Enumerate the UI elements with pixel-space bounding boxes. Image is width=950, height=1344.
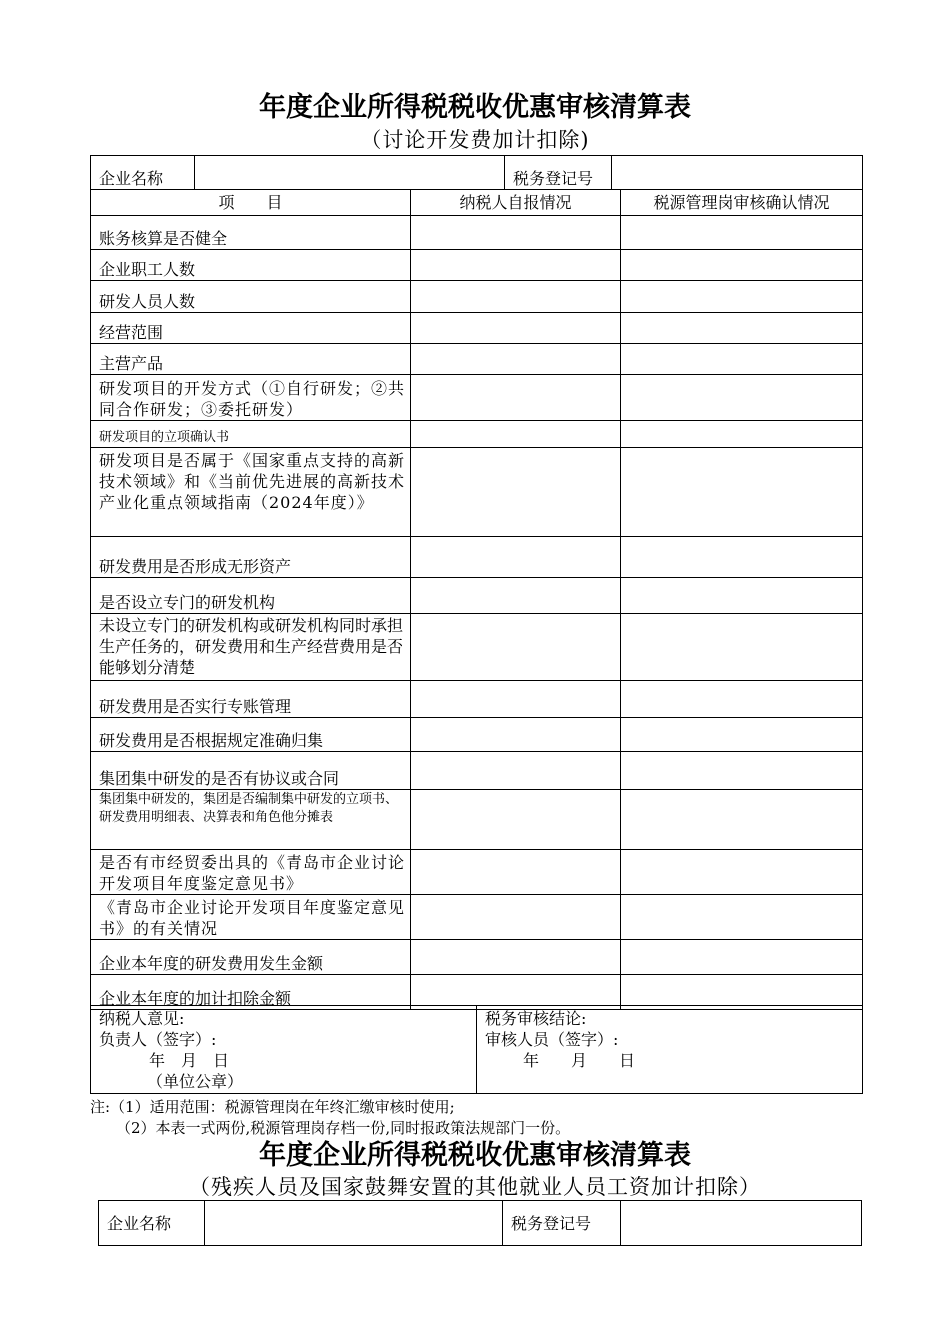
row-label: 研发费用是否根据规定准确归集 [91, 718, 411, 752]
taxpayer-cell[interactable] [411, 578, 621, 614]
form2-company-name-label: 企业名称 [99, 1201, 205, 1246]
review-cell[interactable] [621, 895, 863, 940]
row-label: 主营产品 [91, 344, 411, 375]
table-row [91, 313, 863, 344]
table-row [91, 614, 863, 681]
row-label: 企业本年度的加计扣除金额 [91, 975, 411, 1010]
review-cell[interactable] [621, 313, 863, 344]
review-cell[interactable] [621, 250, 863, 281]
taxpayer-opinion-cell[interactable] [91, 1006, 477, 1094]
form1-main-table [90, 189, 863, 1010]
review-cell[interactable] [621, 216, 863, 250]
row-label: 研发项目是否属于《国家重点支持的高新技术领域》和《当前优先进展的高新技术产业化重点领域指南（2024年度）》 [91, 448, 411, 537]
table-row [91, 537, 863, 578]
taxpayer-cell[interactable] [411, 448, 621, 537]
taxpayer-cell[interactable] [411, 421, 621, 448]
review-cell[interactable] [621, 375, 863, 421]
table-row [91, 344, 863, 375]
header-item: 项 目 [91, 190, 411, 216]
review-cell[interactable] [621, 578, 863, 614]
table-row [91, 281, 863, 313]
taxpayer-cell[interactable] [411, 718, 621, 752]
table-row [91, 375, 863, 421]
tax-reg-label: 税务登记号 [505, 156, 612, 190]
review-cell[interactable] [621, 790, 863, 850]
table-row [91, 718, 863, 752]
form1-note-2: （2）本表一式两份,税源管理岗存档一份,同时报政策法规部门一份。 [116, 1119, 571, 1137]
taxpayer-cell[interactable] [411, 614, 621, 681]
company-seal-label: （单位公章） [147, 1072, 244, 1091]
review-cell[interactable] [621, 421, 863, 448]
taxpayer-cell[interactable] [411, 681, 621, 718]
table-row [91, 448, 863, 537]
form2-title: 年度企业所得税税收优惠审核清算表 [259, 1140, 691, 1171]
review-cell[interactable] [621, 681, 863, 718]
form1-note-1: 注:（1）适用范围：税源管理岗在年终汇缴审核时使用; [90, 1098, 455, 1116]
taxpayer-opinion-label: 纳税人意见: [99, 1009, 185, 1028]
review-cell[interactable] [621, 344, 863, 375]
company-name-label: 企业名称 [91, 156, 195, 190]
form2-company-name-field[interactable] [205, 1201, 503, 1246]
form1-subtitle: （讨论开发费加计扣除) [360, 128, 590, 152]
taxpayer-cell[interactable] [411, 752, 621, 790]
table-row [91, 216, 863, 250]
taxpayer-date-label: 年 月 日 [149, 1051, 230, 1070]
review-cell[interactable] [621, 940, 863, 975]
taxpayer-cell[interactable] [411, 375, 621, 421]
form2-tax-reg-label: 税务登记号 [503, 1201, 621, 1246]
table-row [91, 790, 863, 850]
row-label: 集团集中研发的，集团是否编制集中研发的立项书、研发费用明细表、决算表和角色他分摊表 [91, 790, 411, 850]
review-cell[interactable] [621, 448, 863, 537]
row-label: 研发费用是否实行专账管理 [91, 681, 411, 718]
form2-subtitle: （残疾人员及国家鼓舞安置的其他就业人员工资加计扣除） [189, 1175, 761, 1199]
auditor-signature-label: 审核人员（签字）: [485, 1030, 619, 1049]
table-row [91, 895, 863, 940]
row-label: 未设立专门的研发机构或研发机构同时承担生产任务的，研发费用和生产经营费用是否能够划分清楚 [91, 614, 411, 681]
taxpayer-cell[interactable] [411, 537, 621, 578]
taxpayer-cell[interactable] [411, 281, 621, 313]
taxpayer-cell[interactable] [411, 940, 621, 975]
row-label: 是否有市经贸委出具的《青岛市企业讨论开发项目年度鉴定意见书》 [91, 850, 411, 895]
form2-tax-reg-field[interactable] [621, 1201, 862, 1246]
review-cell[interactable] [621, 752, 863, 790]
row-label: 经营范围 [91, 313, 411, 344]
table-row [91, 752, 863, 790]
review-cell[interactable] [621, 718, 863, 752]
taxpayer-cell[interactable] [411, 895, 621, 940]
taxpayer-cell[interactable] [411, 344, 621, 375]
review-cell[interactable] [621, 537, 863, 578]
row-label: 研发项目的立项确认书 [91, 421, 411, 448]
row-label: 账务核算是否健全 [91, 216, 411, 250]
form1-signature-table [90, 1005, 863, 1094]
row-label: 研发费用是否形成无形资产 [91, 537, 411, 578]
row-label: 企业本年度的研发费用发生金额 [91, 940, 411, 975]
taxpayer-cell[interactable] [411, 313, 621, 344]
table-row [91, 578, 863, 614]
header-review: 税源管理岗审核确认情况 [621, 190, 863, 216]
form1-header-table [90, 155, 863, 190]
row-label: 《青岛市企业讨论开发项目年度鉴定意见书》的有关情况 [91, 895, 411, 940]
row-label: 集团集中研发的是否有协议或合同 [91, 752, 411, 790]
form2-header-table [98, 1200, 862, 1246]
row-label: 是否设立专门的研发机构 [91, 578, 411, 614]
table-row [91, 250, 863, 281]
table-row [91, 850, 863, 895]
review-cell[interactable] [621, 850, 863, 895]
header-taxpayer: 纳税人自报情况 [411, 190, 621, 216]
row-label: 企业职工人数 [91, 250, 411, 281]
taxpayer-cell[interactable] [411, 850, 621, 895]
audit-date-label: 年 月 日 [523, 1051, 636, 1070]
table-header-row [91, 190, 863, 216]
table-row [91, 681, 863, 718]
taxpayer-cell[interactable] [411, 790, 621, 850]
row-label: 研发人员人数 [91, 281, 411, 313]
table-row [91, 421, 863, 448]
table-row [91, 940, 863, 975]
audit-conclusion-label: 税务审核结论: [485, 1009, 587, 1028]
taxpayer-cell[interactable] [411, 216, 621, 250]
tax-reg-field[interactable] [612, 156, 863, 190]
row-label: 研发项目的开发方式（①自行研发；②共同合作研发；③委托研发） [91, 375, 411, 421]
review-cell[interactable] [621, 281, 863, 313]
company-name-field[interactable] [195, 156, 505, 190]
form1-title: 年度企业所得税税收优惠审核清算表 [259, 92, 691, 123]
taxpayer-cell[interactable] [411, 250, 621, 281]
audit-conclusion-cell[interactable] [477, 1006, 863, 1094]
review-cell[interactable] [621, 614, 863, 681]
responsible-signature-label: 负责人（签字）: [99, 1030, 217, 1049]
